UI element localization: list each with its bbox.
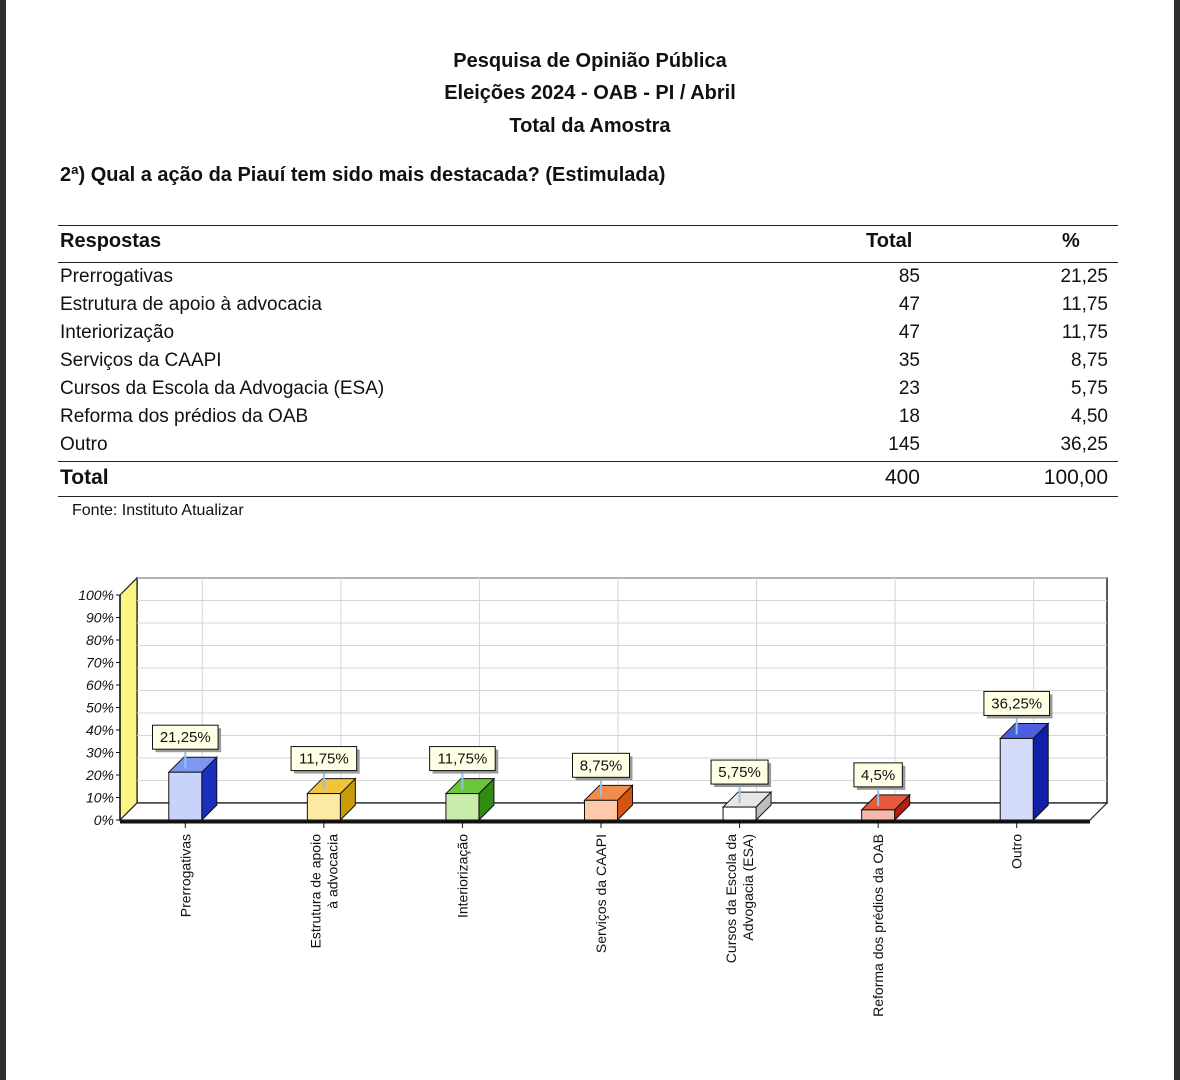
row-pct: 5,75: [1071, 378, 1108, 399]
table-row: [58, 294, 1118, 322]
table-header-pct: %: [1062, 230, 1080, 252]
row-label: Prerrogativas: [60, 266, 173, 287]
data-label: 21,25%: [159, 729, 211, 747]
table-row: [58, 378, 1118, 406]
data-label: 4,5%: [861, 766, 896, 784]
row-label: Cursos da Escola da Advogacia (ESA): [60, 378, 385, 399]
data-label: 11,75%: [437, 750, 488, 768]
row-total: 18: [898, 406, 920, 427]
row-total: 23: [898, 378, 920, 399]
data-label: 36,25%: [991, 695, 1043, 713]
row-label: Estrutura de apoio à advocacia: [60, 294, 322, 315]
row-total: 47: [898, 322, 920, 343]
total-label: Total: [60, 466, 109, 489]
table-row: [58, 406, 1118, 434]
y-tick-label: 40%: [85, 722, 114, 738]
x-tick-label: Advogacia (ESA): [740, 834, 757, 941]
x-tick-label: Outro: [1008, 834, 1025, 870]
table-row: [58, 350, 1118, 378]
y-tick-label: 10%: [85, 789, 114, 806]
chart-side-wall: [120, 578, 137, 820]
y-tick-label: 50%: [85, 699, 114, 716]
y-tick-label: 60%: [85, 677, 114, 693]
bar-side: [1033, 723, 1048, 820]
table-top-rule: [58, 225, 1118, 226]
x-tick-label: Prerrogativas: [177, 834, 194, 918]
x-tick-label: Serviços da CAAPI: [593, 834, 609, 954]
x-tick-label: à advocacia: [324, 834, 341, 909]
x-tick-label: Cursos da Escola da: [723, 834, 740, 964]
y-tick-label: 0%: [93, 812, 114, 828]
data-label: 8,75%: [579, 757, 623, 775]
report-subtitle: Eleições 2024 - OAB - PI / Abril: [444, 82, 736, 104]
table-header-respostas: Respostas: [60, 230, 162, 252]
y-tick-label: 30%: [85, 744, 114, 761]
y-tick-label: 90%: [85, 609, 114, 626]
x-tick-label: Estrutura de apoio: [307, 834, 324, 949]
y-tick-label: 70%: [85, 654, 114, 671]
row-label: Outro: [60, 434, 108, 455]
y-tick-label: 100%: [78, 587, 114, 603]
source-note: Fonte: Instituto Atualizar: [72, 502, 244, 519]
bar: [169, 772, 202, 820]
total-pct: 100,00: [1043, 466, 1108, 489]
table-row: [58, 322, 1118, 350]
total-count: 400: [884, 466, 920, 489]
bar: [307, 794, 340, 820]
row-total: 35: [898, 350, 920, 371]
table-total-rule: [58, 461, 1118, 462]
x-tick-label: Interiorização: [454, 834, 471, 919]
table-header-rule: [58, 262, 1118, 263]
row-label: Interiorização: [60, 322, 175, 343]
report-sample: Total da Amostra: [509, 115, 671, 137]
table-row: [58, 266, 1118, 294]
row-label: Serviços da CAAPI: [60, 350, 222, 371]
y-tick-label: 80%: [85, 632, 114, 648]
bar: [585, 800, 618, 820]
row-label: Reforma dos prédios da OAB: [60, 406, 309, 427]
row-total: 47: [898, 294, 920, 315]
bar-chart: [0, 560, 1180, 1060]
table-total-row: [58, 466, 1118, 494]
bar: [1000, 738, 1033, 820]
table-header-total: Total: [866, 230, 913, 252]
table-bottom-rule: [58, 496, 1118, 497]
x-tick-label: Reforma dos prédios da OAB: [870, 833, 887, 1017]
row-pct: 4,50: [1071, 406, 1108, 427]
row-pct: 8,75: [1071, 350, 1108, 371]
data-label: 11,75%: [298, 750, 349, 768]
bar: [723, 807, 756, 820]
row-pct: 11,75: [1061, 322, 1108, 343]
row-total: 145: [888, 434, 920, 455]
bar: [446, 794, 479, 820]
data-label: 5,75%: [718, 764, 761, 782]
row-pct: 36,25: [1060, 434, 1108, 455]
row-total: 85: [898, 266, 920, 287]
y-tick-label: 20%: [85, 767, 114, 783]
bar: [862, 810, 895, 820]
row-pct: 21,25: [1060, 266, 1108, 287]
question-text: 2ª) Qual a ação da Piauí tem sido mais destacada? (Estimulada): [60, 164, 666, 186]
report-title: Pesquisa de Opinião Pública: [453, 50, 727, 72]
table-row: [58, 434, 1118, 462]
row-pct: 11,75: [1061, 294, 1108, 315]
